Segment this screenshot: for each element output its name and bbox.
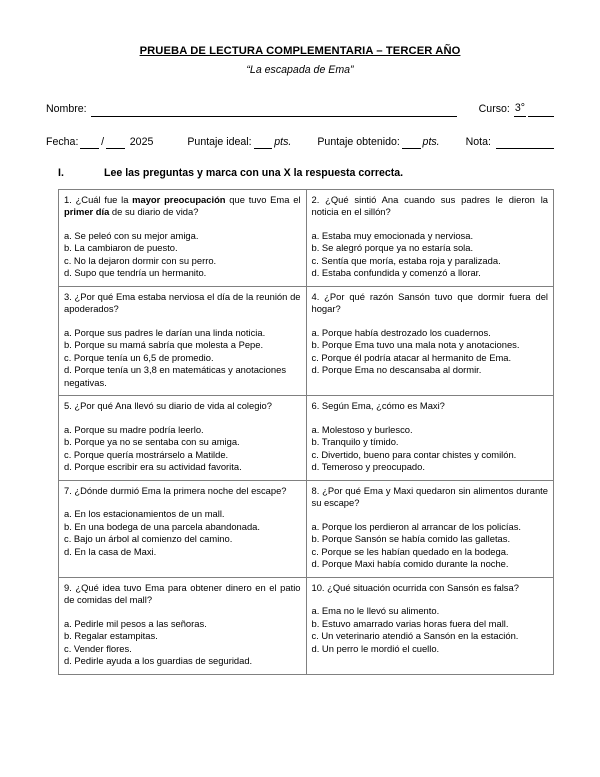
option-a[interactable]: a. Porque su madre podría leerlo. bbox=[64, 423, 204, 435]
option-b[interactable]: b. Se alegró porque ya no estaría sola. bbox=[311, 242, 474, 254]
option-a[interactable]: a. Porque los perdieron al arrancar de los policías. bbox=[311, 520, 521, 532]
questions-table bbox=[58, 189, 554, 675]
instruction-line bbox=[46, 167, 554, 179]
option-d[interactable]: d. Estaba confundida y comenzó a llorar. bbox=[311, 267, 481, 279]
option-b[interactable]: b. En una bodega de una parcela abandonada. bbox=[64, 520, 261, 532]
option-a[interactable]: a. Molestoso y burlesco. bbox=[311, 423, 413, 435]
date-separator-1: / bbox=[101, 135, 105, 148]
course-input[interactable] bbox=[528, 106, 554, 117]
option-a[interactable]: a. En los estacionamientos de un mall. bbox=[64, 508, 225, 520]
option-c[interactable]: c. Porque quería mostrárselo a Matilde. bbox=[64, 448, 229, 460]
instruction-text: Lee las preguntas y marca con una X la respuesta correcta. bbox=[104, 166, 404, 179]
option-a[interactable]: a. Porque había destrozado los cuadernos. bbox=[311, 326, 491, 338]
question-cell-6[interactable] bbox=[306, 396, 554, 481]
question-stem: 3. ¿Por qué Ema estaba nerviosa el día de la reunión de apoderados? bbox=[64, 290, 301, 315]
option-d[interactable]: d. Porque Maxi había comido durante la noche. bbox=[311, 558, 509, 570]
table-row bbox=[59, 577, 554, 674]
table-row bbox=[59, 286, 554, 396]
option-d[interactable]: d. Pedirle ayuda a los guardias de seguridad. bbox=[64, 655, 253, 667]
table-row bbox=[59, 396, 554, 481]
question-cell-9[interactable] bbox=[59, 577, 307, 674]
question-cell-8[interactable] bbox=[306, 480, 554, 577]
name-input[interactable] bbox=[91, 106, 457, 117]
option-c[interactable]: c. Un veterinario atendió a Sansón en la estación. bbox=[311, 630, 519, 642]
student-info-row bbox=[46, 101, 554, 116]
ideal-score-unit: pts. bbox=[274, 135, 292, 148]
question-stem: 5. ¿Por qué Ana llevó su diario de vida al colegio? bbox=[64, 400, 272, 412]
score-info-row bbox=[46, 135, 554, 149]
option-a[interactable]: a. Ema no le llevó su alimento. bbox=[311, 605, 440, 617]
option-a[interactable]: a. Se peleó con su mejor amiga. bbox=[64, 229, 199, 241]
obtained-score-unit: pts. bbox=[422, 135, 440, 148]
option-b[interactable]: b. Regalar estampitas. bbox=[64, 630, 158, 642]
instruction-number: I. bbox=[58, 166, 64, 179]
question-stem: 10. ¿Qué situación ocurrida con Sansón es falsa? bbox=[311, 581, 519, 593]
option-b[interactable]: b. Estuvo amarrado varias horas fuera del mall. bbox=[311, 617, 509, 629]
option-a[interactable]: a. Estaba muy emocionada y nerviosa. bbox=[311, 229, 474, 241]
question-cell-1[interactable] bbox=[59, 189, 307, 286]
page-title: PRUEBA DE LECTURA COMPLEMENTARIA – TERCER AÑO bbox=[139, 45, 461, 57]
option-c[interactable]: c. Porque él podría atacar al hermanito de Ema. bbox=[311, 351, 512, 363]
question-stem: 1. ¿Cuál fue la mayor preocupación que tuvo Ema el primer día de su diario de vida? bbox=[64, 193, 301, 218]
option-b[interactable]: b. Porque Ema tuvo una mala nota y anotaciones. bbox=[311, 339, 520, 351]
option-d[interactable]: d. Supo que tendría un hermanito. bbox=[64, 267, 207, 279]
option-b[interactable]: b. Tranquilo y tímido. bbox=[311, 436, 399, 448]
document-header bbox=[46, 44, 554, 149]
ideal-score-label: Puntaje ideal: bbox=[187, 135, 252, 148]
date-month-input[interactable] bbox=[106, 138, 125, 149]
option-b[interactable]: b. Porque ya no se sentaba con su amiga. bbox=[64, 436, 240, 448]
option-d[interactable]: d. Porque tenía un 3,8 en matemáticas y anotaciones negativas. bbox=[64, 364, 287, 388]
option-c[interactable]: c. Porque tenía un 6,5 de promedio. bbox=[64, 351, 214, 363]
book-subtitle: “La escapada de Ema” bbox=[246, 64, 354, 76]
grade-input[interactable] bbox=[496, 138, 554, 149]
option-d[interactable]: d. Porque escribir era su actividad favorita. bbox=[64, 461, 242, 473]
table-row bbox=[59, 480, 554, 577]
option-d[interactable]: d. En la casa de Maxi. bbox=[64, 545, 157, 557]
question-stem: 8. ¿Por qué Ema y Maxi quedaron sin alimentos durante su escape? bbox=[311, 484, 548, 509]
option-c[interactable]: c. Porque se les habían quedado en la bodega. bbox=[311, 545, 509, 557]
date-label: Fecha: bbox=[46, 135, 79, 148]
question-stem: 7. ¿Dónde durmió Ema la primera noche del escape? bbox=[64, 484, 287, 496]
question-cell-10[interactable] bbox=[306, 577, 554, 674]
option-c[interactable]: c. Divertido, bueno para contar chistes y comilón. bbox=[311, 448, 517, 460]
question-stem: 9. ¿Qué idea tuvo Ema para obtener dinero en el patio de comidas del mall? bbox=[64, 581, 301, 606]
option-d[interactable]: d. Porque Ema no descansaba al dormir. bbox=[311, 364, 482, 376]
question-cell-5[interactable] bbox=[59, 396, 307, 481]
grade-label: Nota: bbox=[465, 135, 491, 148]
option-c[interactable]: c. Vender flores. bbox=[64, 642, 132, 654]
table-row bbox=[59, 189, 554, 286]
question-cell-7[interactable] bbox=[59, 480, 307, 577]
question-stem: 4. ¿Por qué razón Sansón tuvo que dormir fuera del hogar? bbox=[311, 290, 548, 315]
course-label: Curso: bbox=[478, 103, 510, 116]
question-cell-3[interactable] bbox=[59, 286, 307, 396]
option-b[interactable]: b. Porque su mamá sabría que molesta a Pepe. bbox=[64, 339, 264, 351]
option-b[interactable]: b. La cambiaron de puesto. bbox=[64, 242, 178, 254]
question-cell-4[interactable] bbox=[306, 286, 554, 396]
obtained-score-label: Puntaje obtenido: bbox=[317, 135, 400, 148]
option-a[interactable]: a. Porque sus padres le darían una linda noticia. bbox=[64, 326, 266, 338]
question-cell-2[interactable] bbox=[306, 189, 554, 286]
option-b[interactable]: b. Porque Sansón se había comido las galletas. bbox=[311, 533, 511, 545]
course-value: 3° bbox=[514, 101, 526, 116]
option-a[interactable]: a. Pedirle mil pesos a las señoras. bbox=[64, 617, 207, 629]
option-c[interactable]: c. Sentía que moría, estaba roja y paralizada. bbox=[311, 254, 501, 266]
obtained-score-input[interactable] bbox=[402, 138, 421, 149]
option-d[interactable]: d. Temeroso y preocupado. bbox=[311, 461, 425, 473]
question-stem: 6. Según Ema, ¿cómo es Maxi? bbox=[311, 400, 445, 412]
name-label: Nombre: bbox=[46, 103, 87, 116]
date-year: 2025 bbox=[129, 135, 154, 148]
ideal-score-input[interactable] bbox=[254, 138, 273, 149]
question-stem: 2. ¿Qué sintió Ana cuando sus padres le dieron la noticia en el sillón? bbox=[311, 193, 548, 218]
option-d[interactable]: d. Un perro le mordió el cuello. bbox=[311, 642, 440, 654]
option-c[interactable]: c. No la dejaron dormir con su perro. bbox=[64, 254, 217, 266]
questions-table-body bbox=[59, 189, 554, 674]
option-c[interactable]: c. Bajo un árbol al comienzo del camino. bbox=[64, 533, 233, 545]
date-day-input[interactable] bbox=[80, 138, 99, 149]
